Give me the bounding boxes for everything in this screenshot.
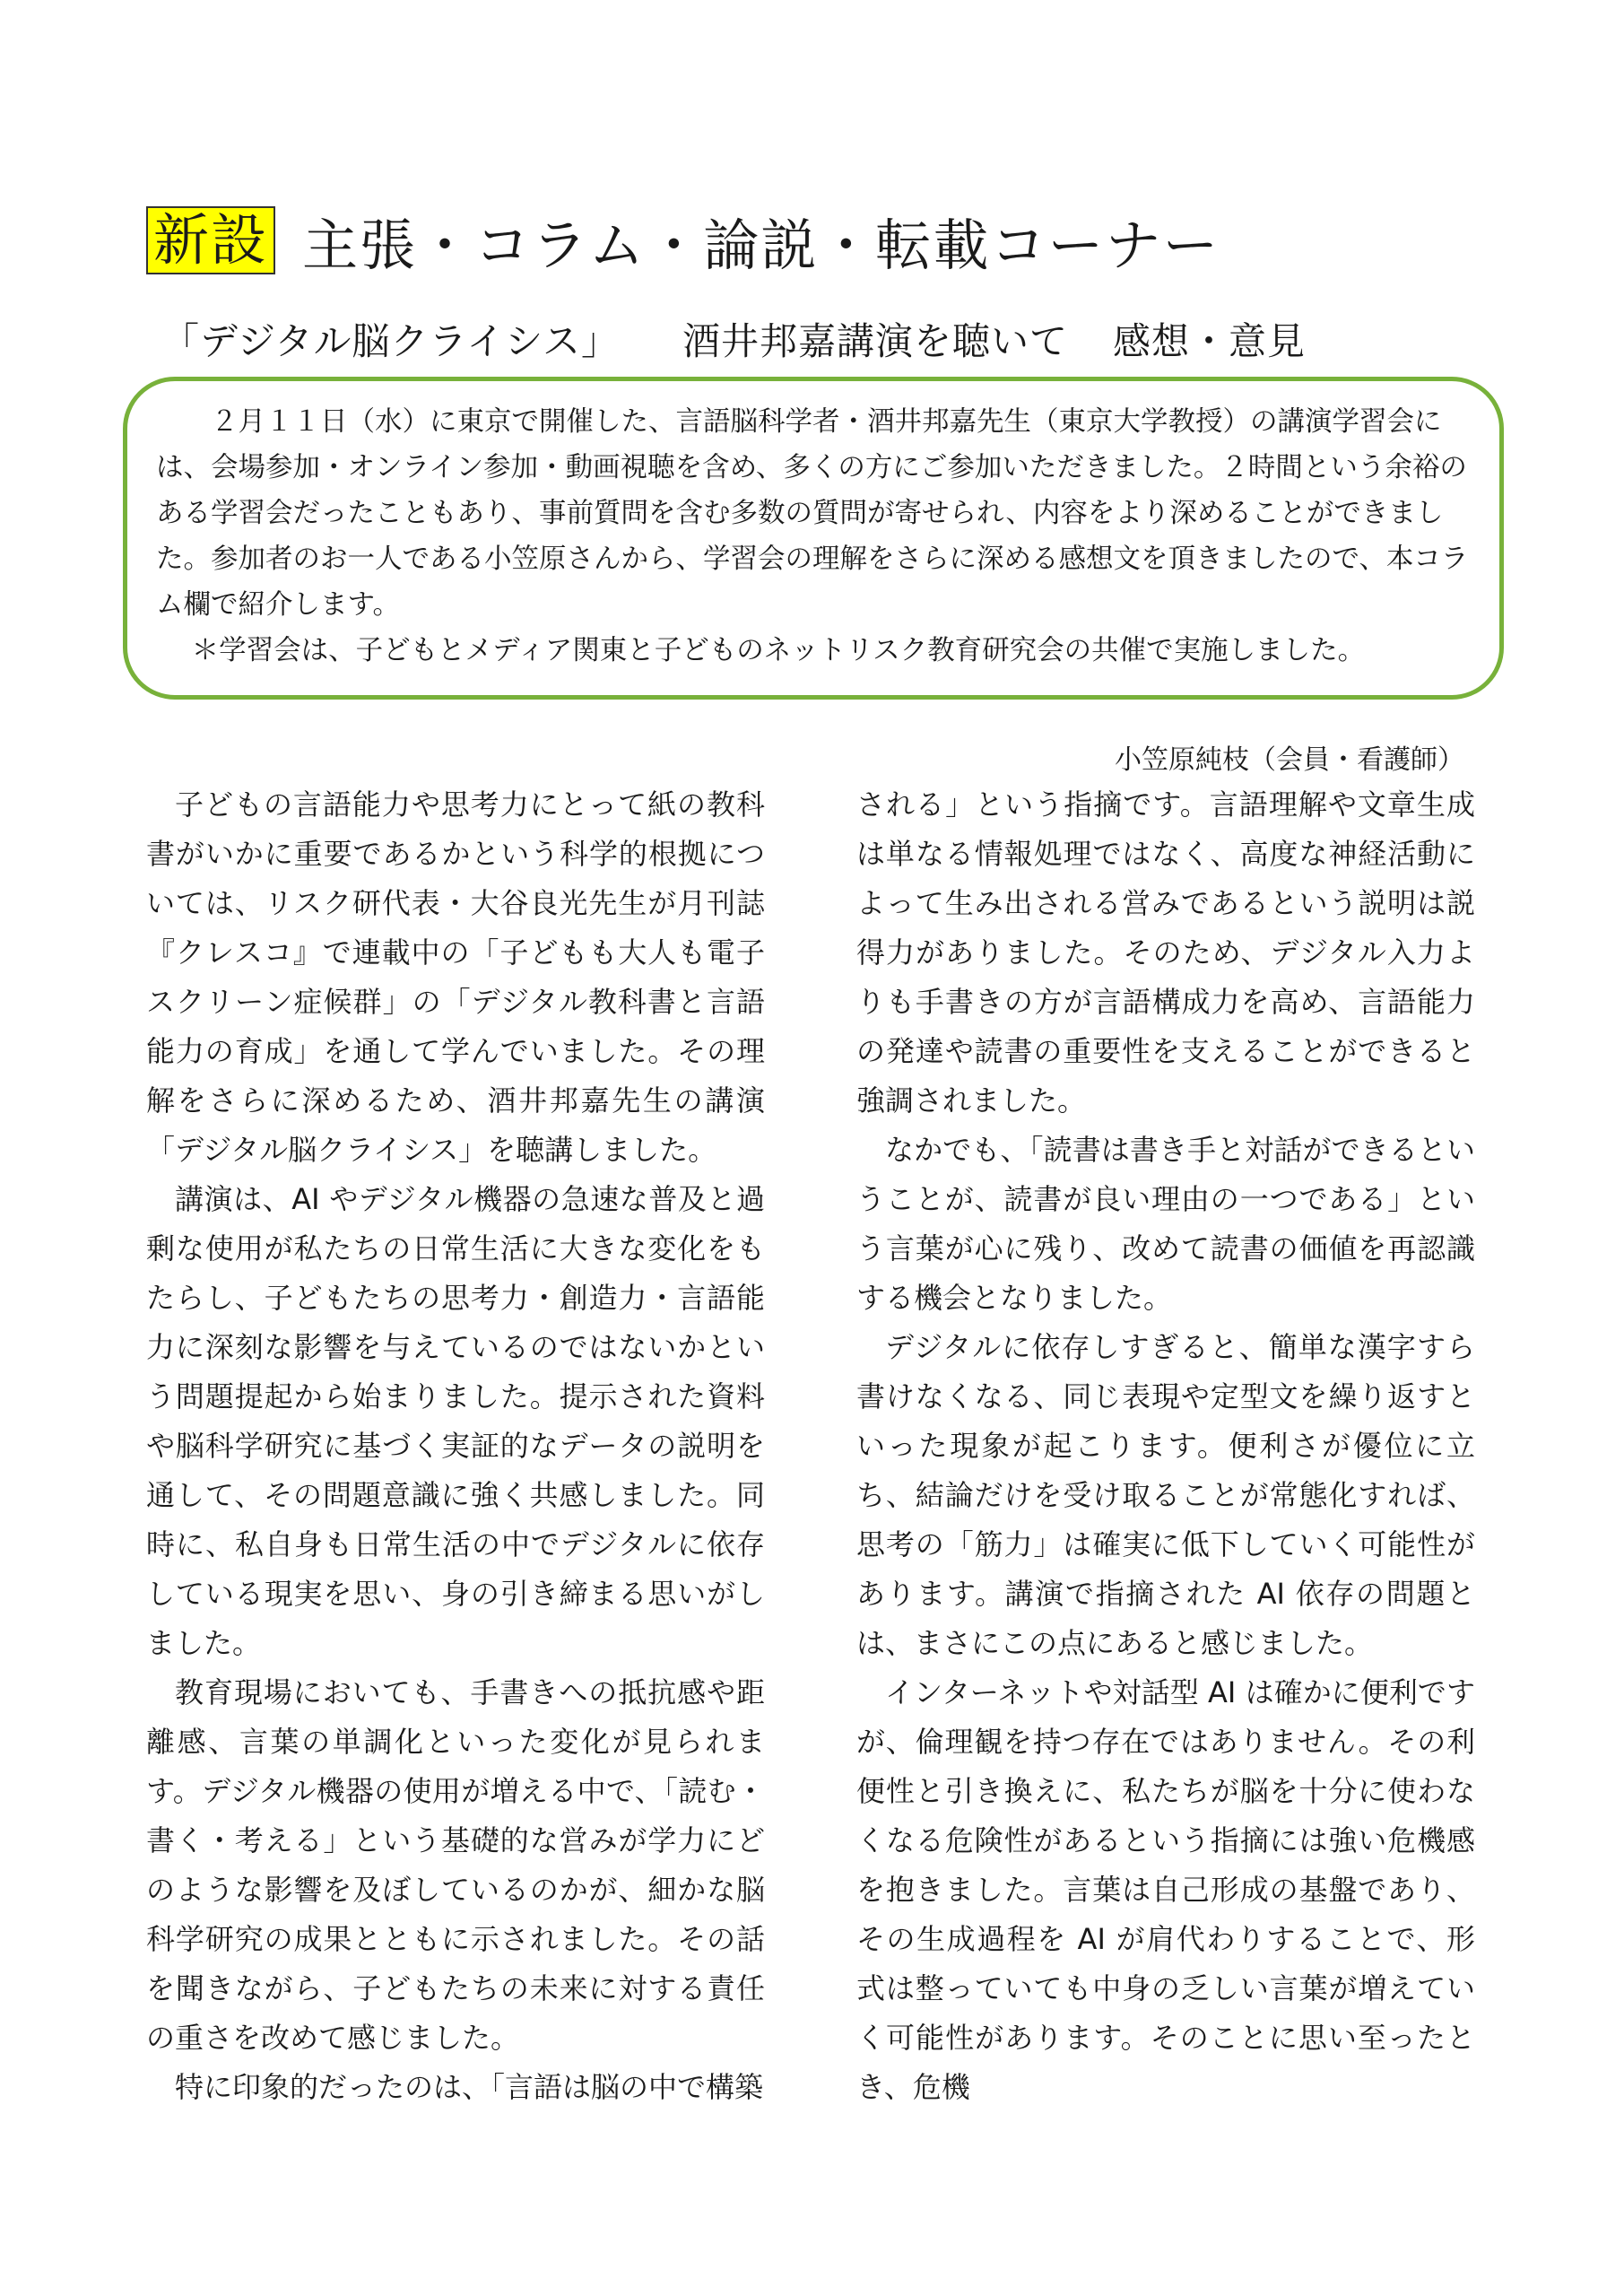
paragraph: デジタルに依存しすぎると、簡単な漢字すら書けなくなる、同じ表現や定型文を繰り返すといった現象が起こります。便利さが優位に立ち、結論だけを受け取ることが常態化すれば、思考の「筋力」は確実に低下していく可能性があります。講演で指摘された AI 依存の問題とは、まさにこの点にあると感じました。 (856, 1330, 1475, 1660)
intro-paragraph: ２月１１日（水）に東京で開催した、言語脳科学者・酒井邦嘉先生（東京大学教授）の講演学習会には、会場参加・オンライン参加・動画視聴を含め、多くの方にご参加いただきました。２時間という余裕のある学習会だったこともあり、事前質問を含む多数の質問が寄せられ、内容をより深めることができました。参加者のお一人である小笠原さんから、学習会の理解をさらに深める感想文を頂きましたので、本コラム欄で紹介します。 (156, 406, 1469, 621)
paragraph: インターネットや対話型 AI は確かに便利ですが、倫理観を持つ存在ではありません。その利便性と引き換えに、私たちが脳を十分に使わなくなる危険性があるという指摘には強い危機感を抱きました。言葉は自己形成の基盤であり、その生成過程を AI が肩代わりすることで、形式は整っていても中身の乏しい言葉が増えていく可能性があります。そのことに思い至ったとき、危機 (856, 1675, 1475, 2104)
paragraph: 特に印象的だったのは、「言語は脳の中で構築 (175, 2070, 764, 2104)
paragraph: 教育現場においても、手書きへの抵抗感や距離感、言葉の単調化といった変化が見られます。デジタル機器の使用が増える中で、「読む・書く・考える」という基礎的な営みが学力にどのような影響を及ぼしているのかが、細かな脳科学研究の成果とともに示されました。その話を聞きながら、子どもたちの未来に対する責任の重さを改めて感じました。 (146, 1675, 765, 2055)
paragraph: なかでも、「読書は書き手と対話ができるということが、読書が良い理由の一つである」という言葉が心に残り、改めて読書の価値を再認識する機会となりました。 (856, 1133, 1475, 1315)
author-byline: 小笠原純枝（会員・看護師） (1115, 744, 1464, 776)
page-title (146, 204, 1220, 276)
article-subtitle (161, 312, 1306, 366)
new-badge: 新設 (146, 206, 275, 274)
intro-box (123, 377, 1504, 700)
column-right (856, 780, 1475, 2112)
column-left (146, 780, 765, 2112)
paragraph: 子どもの言語能力や思考力にとって紙の教科書がいかに重要であるかという科学的根拠については、リスク研代表・大谷良光先生が月刊誌『クレスコ』で連載中の「子どもも大人も電子スクリーン症候群」の「デジタル教科書と言語能力の育成」を通して学んでいました。その理解をさらに深めるため、酒井邦嘉先生の講演「デジタル脳クライシス」を聴講しました。 (146, 787, 765, 1167)
subtitle-lecture-name: 「デジタル脳クライシス」 (161, 319, 620, 363)
paragraph: される」という指摘です。言語理解や文章生成は単なる情報処理ではなく、高度な神経活動によって生み出される営みであるという説明は説得力がありました。そのため、デジタル入力よりも手書きの方が言語構成力を高め、言語能力の発達や読書の重要性を支えることができると強調されました。 (856, 787, 1475, 1118)
intro-note: ＊学習会は、子どもとメディア関東と子どものネットリスク教育研究会の共催で実施しました。 (191, 635, 1366, 666)
paragraph: 講演は、AI やデジタル機器の急速な普及と過剰な使用が私たちの日常生活に大きな変化をもたらし、子どもたちの思考力・創造力・言語能力に深刻な影響を与えているのではないかという問題提起から始まりました。提示された資料や脳科学研究に基づく実証的なデータの説明を通して、その問題意識に強く共感しました。同時に、私自身も日常生活の中でデジタルに依存している現実を思い、身の引き締まる思いがしました。 (146, 1182, 765, 1660)
subtitle-topic: 感想・意見 (1112, 319, 1306, 363)
page-title-text: 主張・コラム・論説・転載コーナー (302, 212, 1220, 278)
subtitle-lecture-speaker: 酒井邦嘉講演を聴いて (682, 319, 1068, 363)
